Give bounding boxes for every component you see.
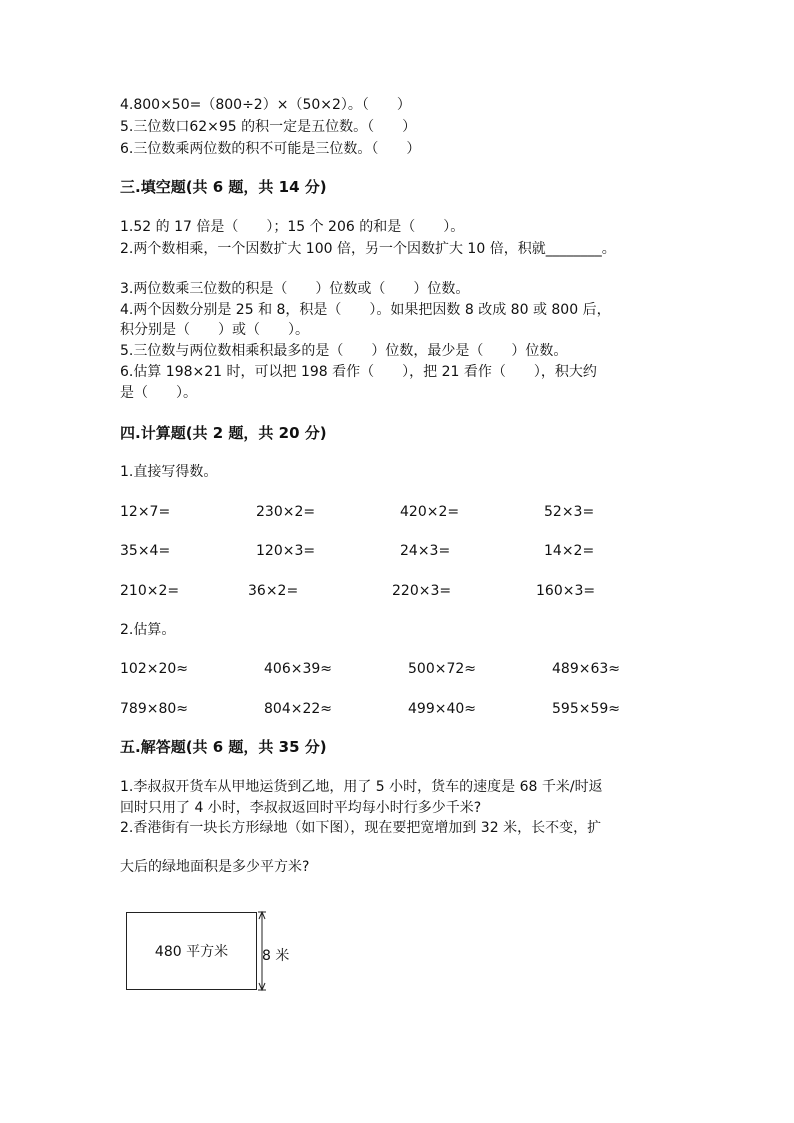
calc-q1-cell: 24×3=: [400, 543, 451, 559]
calc-q2-cell: 406×39≈: [264, 661, 332, 677]
width-label: 8 米: [262, 948, 290, 964]
calc-q2-cell: 500×72≈: [408, 661, 476, 677]
solve-item-1: 1.李叔叔开货车从甲地运货到乙地，用了 5 小时，货车的速度是 68 千米/时返: [120, 779, 603, 795]
fill-item-3: 3.两位数乘三位数的积是（ ）位数或（ ）位数。: [120, 281, 470, 297]
fill-item-1: 1.52 的 17 倍是（ ）；15 个 206 的和是（ ）。: [120, 219, 465, 235]
calc-q2-cell: 489×63≈: [552, 661, 620, 677]
calc-q1-cell: 160×3=: [536, 583, 596, 599]
calc-q1-cell: 120×3=: [256, 543, 316, 559]
judge-item-5: 5.三位数口62×95 的积一定是五位数。（ ）: [120, 119, 417, 135]
calc-section-heading: 四.计算题(共 2 题，共 20 分): [120, 424, 327, 442]
calc-q1-cell: 220×3=: [392, 583, 452, 599]
calc-q2-cell: 102×20≈: [120, 661, 188, 677]
calc-q1-cell: 14×2=: [544, 543, 595, 559]
calc-q1-cell: 52×3=: [544, 504, 595, 520]
fill-item-6: 6.估算 198×21 时，可以把 198 看作（ ），把 21 看作（ ），积大约: [120, 364, 597, 380]
calc-q2-cell: 804×22≈: [264, 701, 332, 717]
solve-item-1-cont: 回时只用了 4 小时，李叔叔返回时平均每小时行多少千米?: [120, 800, 482, 816]
area-label: 480 平方米: [154, 944, 229, 960]
fill-item-6-cont: 是（ ）。: [120, 385, 197, 401]
calc-q1-cell: 230×2=: [256, 504, 316, 520]
calc-q2-label: 2.估算。: [120, 622, 176, 638]
fill-section-heading: 三.填空题(共 6 题，共 14 分): [120, 178, 327, 196]
calc-q1-cell: 420×2=: [400, 504, 460, 520]
solve-item-2: 2.香港街有一块长方形绿地（如下图），现在要把宽增加到 32 米，长不变，扩: [120, 820, 602, 836]
calc-q1-cell: 12×7=: [120, 504, 171, 520]
judge-item-4: 4.800×50=（800÷2）×（50×2）。（ ）: [120, 97, 411, 113]
solve-section-heading: 五.解答题(共 6 题，共 35 分): [120, 738, 327, 756]
fill-item-4-cont: 积分别是（ ）或（ ）。: [120, 322, 309, 338]
calc-q2-cell: 595×59≈: [552, 701, 620, 717]
calc-q2-cell: 499×40≈: [408, 701, 476, 717]
judge-item-6: 6.三位数乘两位数的积不可能是三位数。（ ）: [120, 141, 421, 157]
fill-item-4: 4.两个因数分别是 25 和 8，积是（ ）。如果把因数 8 改成 80 或 800 后，: [120, 302, 611, 318]
calc-q1-label: 1.直接写得数。: [120, 464, 218, 480]
green-plot-rectangle: [126, 912, 257, 990]
calc-q1-cell: 36×2=: [248, 583, 299, 599]
fill-item-2: 2.两个数相乘，一个因数扩大 100 倍，另一个因数扩大 10 倍，积就________。: [120, 241, 616, 257]
calc-q2-cell: 789×80≈: [120, 701, 188, 717]
calc-q1-cell: 35×4=: [120, 543, 171, 559]
calc-q1-cell: 210×2=: [120, 583, 180, 599]
fill-item-5: 5.三位数与两位数相乘积最多的是（ ）位数，最少是（ ）位数。: [120, 343, 568, 359]
solve-item-2-cont: 大后的绿地面积是多少平方米?: [120, 859, 310, 875]
